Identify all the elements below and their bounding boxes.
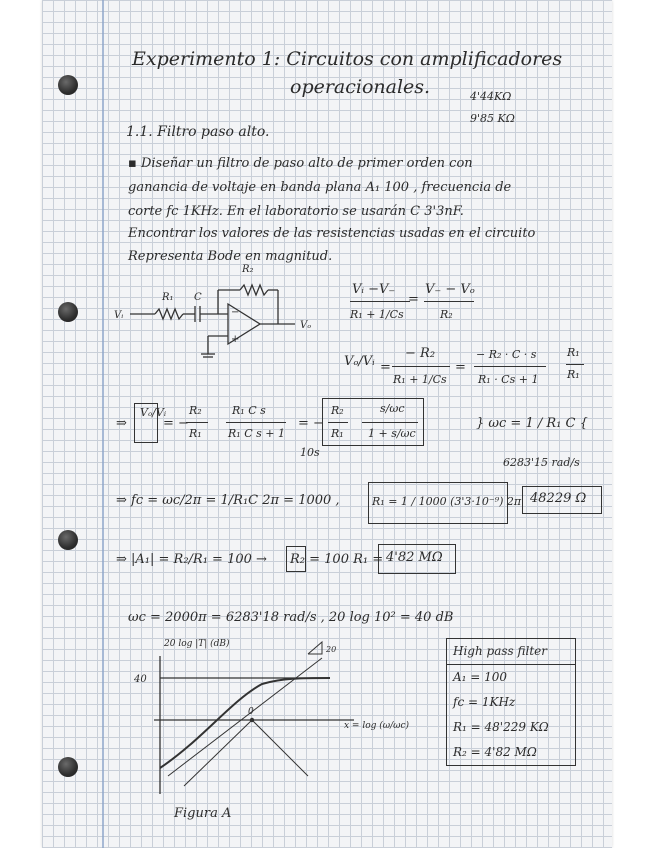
bode-ylabel: 20 log |T| (dB) — [164, 639, 230, 649]
arrow: ⇒ — [116, 416, 127, 431]
page-title: Experimento 1: Circuitos con amplificadores — [132, 48, 563, 70]
vo-label: Vₒ — [300, 320, 312, 331]
eq-r2-calc: R₂ = 100 R₁ = — [290, 552, 384, 567]
eq-tf-mid-num: − R₂ — [405, 346, 436, 361]
eq-a1-line: ⇒ |A₁| = R₂/R₁ = 100 → — [116, 552, 267, 567]
problem-line: Representa Bode en magnitud. — [128, 249, 333, 264]
eq-node-lhs-num: Vᵢ −V₋ — [352, 282, 396, 297]
eq-wc-def: } ωc = 1 / R₁ C { — [476, 416, 588, 431]
eq-wc-val: 6283'15 rad/s — [503, 456, 580, 469]
eq-line3-pref: 10s — [300, 446, 320, 459]
plus-label: + — [231, 334, 240, 345]
eq-line3-a-den: R₁ — [189, 427, 202, 440]
section-heading: 1.1. Filtro paso alto. — [126, 124, 270, 140]
bode-slope-label: 20 — [326, 645, 337, 654]
summary-table — [446, 638, 576, 766]
fraction-bar — [226, 422, 286, 423]
summary-header: High pass filter — [447, 639, 575, 665]
figure-caption: Figura A — [174, 806, 232, 821]
eq-tf-rhs-den: R₁ · Cs + 1 — [478, 373, 539, 386]
binder-hole — [58, 757, 78, 777]
fraction-bar — [424, 301, 474, 302]
eq-tf-rhs-num: − R₂ · C · s — [476, 348, 537, 361]
problem-line: ganancia de voltaje en banda plana A₁ 100 , frecuencia de — [128, 180, 512, 195]
side-note: 9'85 KΩ — [470, 112, 515, 125]
bode-tick-40: 40 — [134, 674, 147, 685]
bode-zero-label: 0 — [248, 707, 254, 717]
eq-r1-val: 48229 Ω — [530, 491, 587, 506]
eq-line3-c-num: R₂ — [331, 404, 344, 417]
c-label: C — [194, 292, 202, 303]
fraction-bar — [350, 301, 410, 302]
eq-line3-b-den: R₁ C s + 1 — [228, 427, 285, 440]
problem-line: ▪ Diseñar un filtro de paso alto de primer orden con — [128, 156, 473, 171]
problem-line: Encontrar los valores de las resistencias usadas en el circuito — [128, 226, 536, 241]
side-note: 4'44KΩ — [470, 90, 512, 103]
equals: = − — [298, 416, 324, 431]
eq-r2-val: 4'82 MΩ — [386, 550, 443, 565]
eq-line3-lhs: Vₒ/Vᵢ — [140, 406, 167, 419]
problem-line: corte fc 1KHz. En el laboratorio se usarán C 3'3nF. — [128, 204, 464, 219]
bode-sketch — [112, 636, 432, 804]
fraction-bar — [566, 364, 584, 365]
corner-point — [250, 718, 254, 722]
eq-line3-b-num: R₁ C s — [232, 404, 266, 417]
r1-label: R₁ — [162, 292, 174, 303]
fraction-bar — [362, 422, 418, 423]
eq-line3-d-num: s/ωc — [380, 402, 405, 415]
summary-row-r2: R₂ = 4'82 MΩ — [453, 745, 537, 759]
eq-line3-d-den: 1 + s/ωc — [368, 427, 416, 440]
page-title-cont: operacionales. — [290, 76, 431, 98]
binder-hole — [58, 302, 78, 322]
eq-node-rhs-den: R₂ — [440, 308, 453, 321]
equals: = − — [163, 416, 189, 431]
summary-row-r1: R₁ = 48'229 KΩ — [453, 720, 549, 734]
equals: = — [380, 360, 391, 375]
eq-wc-line: ωc = 2000π = 6283'18 rad/s , 20 log 10² = 40 dB — [128, 610, 454, 625]
eq-node-rhs-num: V₋ − Vₒ — [425, 282, 475, 297]
binder-hole — [58, 75, 78, 95]
fraction-bar — [186, 422, 208, 423]
r2-label: R₂ — [242, 264, 254, 275]
vi-label: Vᵢ — [114, 310, 124, 321]
bode-xlabel: x = log (ω/ωc) — [344, 721, 410, 731]
eq-tf-lhs: Vₒ/Vᵢ — [344, 354, 375, 369]
eq-r1-calc: R₁ = 1 / 1000 (3'3·10⁻⁹) 2π — [372, 495, 522, 508]
minus-label: − — [231, 307, 240, 318]
equals: = — [455, 360, 466, 375]
circuit-diagram — [110, 256, 320, 368]
fraction-bar — [474, 366, 546, 367]
summary-row-fc: fc = 1KHz — [453, 695, 516, 709]
equals: = — [408, 292, 419, 307]
fraction-bar — [328, 422, 348, 423]
eq-tf-mid-den: R₁ + 1/Cs — [393, 373, 447, 386]
eq-fc-line: ⇒ fc = ωc/2π = 1/R₁C 2π = 1000 , — [116, 493, 340, 508]
fraction-bar — [392, 366, 450, 367]
eq-line3-a-num: R₂ — [189, 404, 202, 417]
eq-tf-paren-den: R₁ — [567, 368, 580, 381]
eq-line3-c-den: R₁ — [331, 427, 344, 440]
eq-tf-paren-num: R₁ — [567, 346, 580, 359]
eq-node-lhs-den: R₁ + 1/Cs — [350, 308, 404, 321]
margin-line — [102, 0, 104, 848]
binder-hole — [58, 530, 78, 550]
summary-row-a1: A₁ = 100 — [453, 670, 508, 684]
